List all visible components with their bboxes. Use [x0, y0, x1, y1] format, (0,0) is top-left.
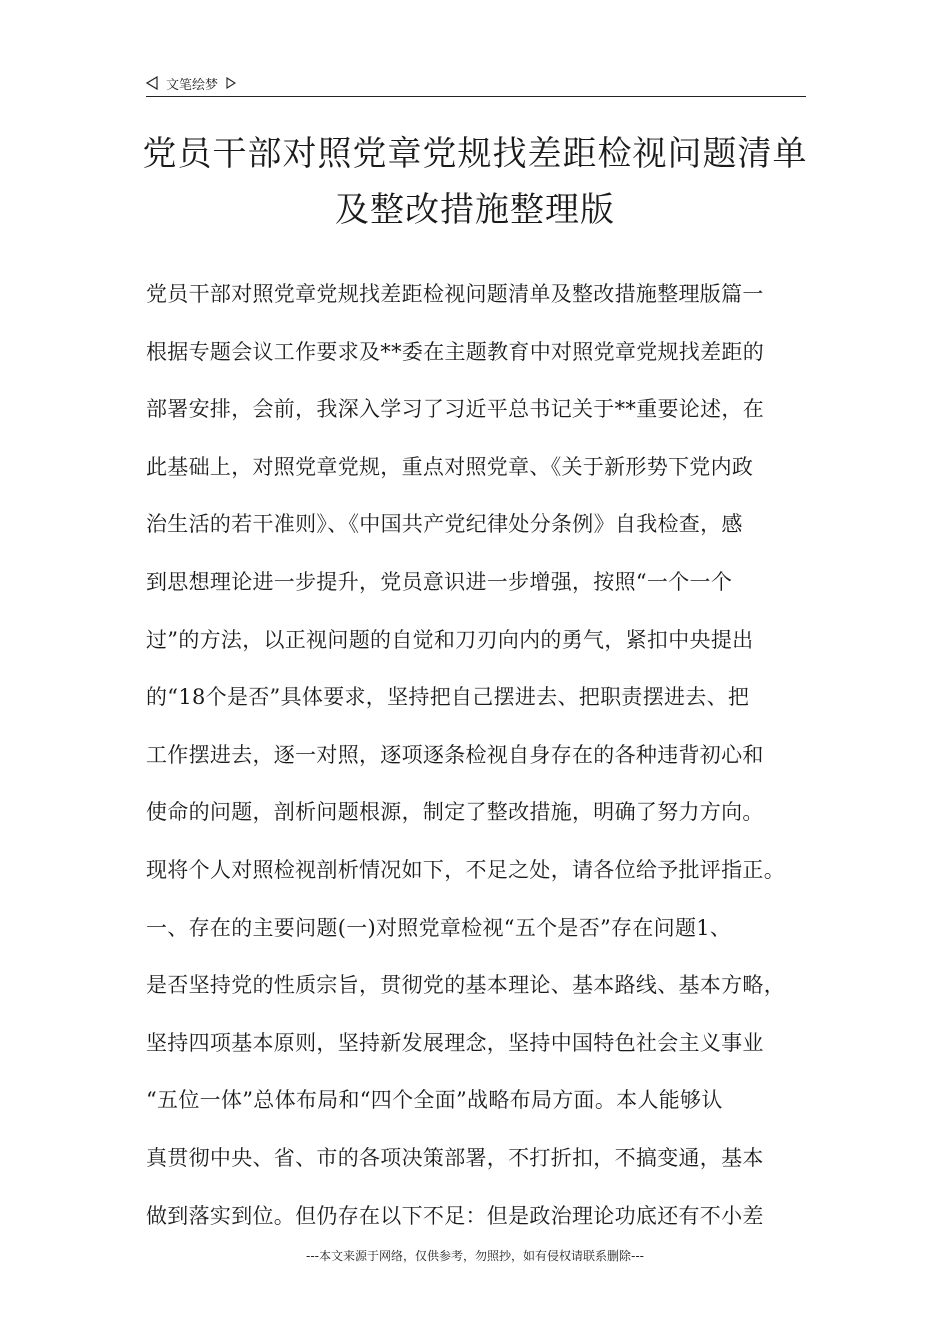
- body-line: 真贯彻中央、省、市的各项决策部署，不打折扣，不搞变通，基本: [146, 1145, 764, 1170]
- body-line: 过”的方法，以正视问题的自觉和刀刃向内的勇气，紧扣中央提出: [146, 627, 754, 652]
- body-line: 现将个人对照检视剖析情况如下，不足之处，请各位给予批评指正。: [146, 857, 785, 882]
- document-body: [146, 266, 826, 1245]
- title-line-1: 党员干部对照党章党规找差距检视问题清单: [142, 134, 808, 174]
- triangle-left-icon: [146, 76, 158, 90]
- document-title: [100, 126, 850, 238]
- body-line: 部署安排，会前，我深入学习了习近平总书记关于**重要论述，在: [146, 397, 764, 422]
- triangle-right-icon: [226, 77, 236, 89]
- body-line: 工作摆进去，逐一对照，逐项逐条检视自身存在的各种违背初心和: [146, 742, 764, 767]
- page-header: [146, 72, 806, 98]
- header-divider: [146, 96, 806, 97]
- page-footer-disclaimer: ---本文来源于网络，仅供参考，勿照抄，如有侵权请联系删除---: [306, 1249, 644, 1263]
- body-line: 治生活的若干准则》、《中国共产党纪律处分条例》自我检查，感: [146, 512, 743, 537]
- body-line: 一、存在的主要问题(一)对照党章检视“五个是否”存在问题1、: [146, 915, 732, 940]
- body-line: 使命的问题，剖析问题根源，制定了整改措施，明确了努力方向。: [146, 800, 764, 825]
- body-line: 此基础上，对照党章党规，重点对照党章、《关于新形势下党内政: [146, 454, 754, 479]
- body-line: 党员干部对照党章党规找差距检视问题清单及整改措施整理版篇一: [146, 282, 764, 306]
- body-line: 到思想理论进一步提升，党员意识进一步增强，按照“一个一个: [146, 569, 733, 594]
- body-line: 做到落实到位。但仍存在以下不足：但是政治理论功底还有不小差: [146, 1203, 764, 1228]
- body-line: 坚持四项基本原则，坚持新发展理念，坚持中国特色社会主义事业: [146, 1030, 764, 1055]
- body-line: 根据专题会议工作要求及**委在主题教育中对照党章党规找差距的: [146, 339, 764, 364]
- body-line: 是否坚持党的性质宗旨，贯彻党的基本理论、基本路线、基本方略，: [146, 973, 785, 998]
- title-line-2: 及整改措施整理版: [335, 190, 615, 230]
- logo-text: 文笔绘梦: [166, 77, 219, 93]
- body-line: 的“18个是否”具体要求，坚持把自己摆进去、把职责摆进去、把: [146, 685, 750, 710]
- header-logo: [146, 72, 806, 94]
- body-line: “五位一体”总体布局和“四个全面”战略布局方面。本人能够认: [146, 1088, 723, 1113]
